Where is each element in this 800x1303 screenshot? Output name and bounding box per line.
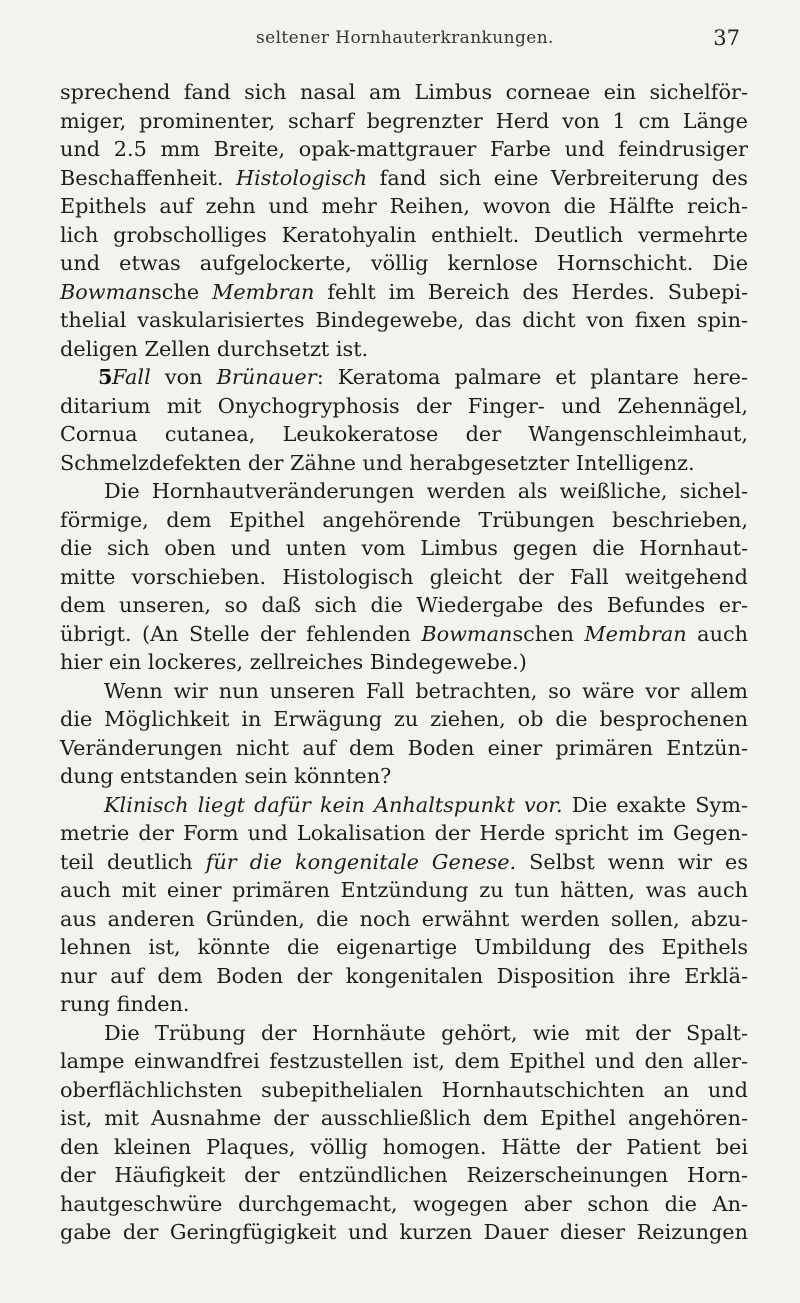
text-segment: fehlt im Bereich des Herdes. Subepi- [314, 279, 749, 304]
page-header [0, 26, 800, 56]
text-line [60, 221, 748, 250]
text-segment: Cornua cutanea, Leukokeratose der Wangenschleimhaut, [60, 422, 748, 446]
text-segment: förmige, dem Epithel angehörende Trübungen beschrieben, [60, 507, 748, 532]
text-line [60, 962, 748, 991]
text-line [60, 620, 748, 649]
text-line [60, 848, 748, 877]
text-line [60, 677, 748, 706]
text-segment: Schmelzdefekten der Zähne und herabgesetzter Intelligenz. [60, 450, 695, 475]
italic-text: für die kongenitale Genese. [205, 849, 517, 874]
italic-text: Membran [212, 279, 315, 304]
text-line [60, 306, 748, 335]
page-number: 37 [713, 26, 740, 50]
text-line [60, 506, 748, 535]
text-line [60, 933, 748, 962]
text-line [60, 905, 748, 934]
text-segment: und 2.5 mm Breite, opak-mattgrauer Farbe und feindrusiger [60, 137, 748, 161]
text-line [60, 1076, 748, 1105]
text-segment: Veränderungen nicht auf dem Boden einer primären Entzün- [60, 735, 748, 760]
text-line [60, 477, 748, 506]
text-line [60, 876, 748, 905]
text-segment: dung entstanden sein könnten? [60, 764, 392, 788]
text-line [60, 705, 748, 734]
text-segment: Epithels auf zehn und mehr Reihen, wovon die Hälfte reich- [60, 194, 748, 218]
text-line [60, 1161, 748, 1190]
text-line [60, 1218, 748, 1247]
text-segment: nur auf dem Boden der kongenitalen Disposition ihre Erklä- [60, 963, 748, 988]
text-line [60, 648, 748, 677]
text-segment: ist, mit Ausnahme der ausschließlich dem Epithel angehören- [60, 1106, 748, 1130]
italic-text: Bowman [60, 279, 152, 304]
text-line [60, 1190, 748, 1219]
text-segment: Die exakte Sym- [562, 792, 748, 817]
text-segment: auch mit einer primären Entzündung zu tun hätten, was auch [60, 878, 748, 902]
text-line [60, 78, 748, 107]
text-segment: die Möglichkeit in Erwägung zu ziehen, ob die besprochenen [60, 707, 748, 731]
text-segment: rung finden. [60, 992, 190, 1016]
text-line [60, 420, 748, 449]
italic-text: Brünauer [216, 365, 317, 389]
text-line [60, 563, 748, 592]
case-number-mark: 5 [98, 364, 113, 389]
text-segment: lehnen ist, könnte die eigenartige Umbildung des Epithels [60, 935, 748, 959]
italic-text: Klinisch liegt dafür kein Anhaltspunkt vor. [104, 792, 563, 817]
text-segment: Die Trübung der Hornhäute gehört, wie mit der Spalt- [104, 1020, 748, 1045]
text-segment: mitte vorschieben. Histologisch gleicht der Fall weitgehend [60, 564, 748, 589]
text-segment: der Häufigkeit der entzündlichen Reizerscheinungen Horn- [60, 1163, 748, 1187]
text-segment: sche [151, 279, 213, 304]
text-line [60, 1047, 748, 1076]
text-segment: hier ein lockeres, zellreiches Bindegewebe.) [60, 650, 527, 674]
text-segment: ditarium mit Onychogryphosis der Finger- und Zehennägel, [60, 393, 748, 418]
text-line [60, 135, 748, 164]
italic-text: Fall [112, 365, 151, 389]
text-line [60, 1133, 748, 1162]
text-segment: Wenn wir nun unseren Fall betrachten, so wäre vor allem [104, 678, 748, 703]
text-segment: lampe einwandfrei festzustellen ist, dem Epithel und den aller- [60, 1049, 748, 1073]
text-segment: schen [512, 621, 585, 646]
italic-text: Membran [584, 621, 687, 646]
text-segment: Die Hornhautveränderungen werden als weißliche, sichel- [104, 479, 748, 503]
text-line [60, 107, 748, 136]
text-segment: teil deutlich [60, 849, 206, 874]
text-segment: und etwas aufgelockerte, völlig kernlose Hornschicht. Die [60, 251, 748, 275]
text-line [60, 278, 748, 307]
text-segment: Selbst wenn wir es [516, 849, 749, 874]
text-line [60, 762, 748, 791]
text-segment: hautgeschwüre durchgemacht, wogegen aber schon die An- [60, 1191, 748, 1216]
text-segment: metrie der Form und Lokalisation der Herde spricht im Gegen- [60, 821, 748, 845]
text-segment: den kleinen Plaques, völlig homogen. Hätte der Patient bei [60, 1134, 748, 1159]
text-line [60, 164, 748, 193]
text-segment: auch [686, 621, 749, 646]
text-line [60, 335, 748, 364]
text-line [60, 363, 748, 392]
text-segment: übrigt. (An Stelle der fehlenden [60, 621, 422, 646]
text-segment: : Keratoma palmare et plantare here- [316, 365, 748, 389]
italic-text: Bowman [421, 621, 513, 646]
text-segment: thelial vaskularisiertes Bindegewebe, das dicht von fixen spin- [60, 308, 748, 332]
text-segment: dem unseren, so daß sich die Wiedergabe des Befundes er- [60, 593, 748, 617]
text-line [60, 791, 748, 820]
text-segment: oberflächlichsten subepithelialen Hornhautschichten an und [60, 1077, 748, 1102]
running-head: seltener Hornhauterkrankungen. [256, 28, 554, 48]
text-segment: miger, prominenter, scharf begrenzter Herd von 1 cm Länge [60, 108, 748, 133]
text-segment: aus anderen Gründen, die noch erwähnt werden sollen, abzu- [60, 906, 748, 931]
text-line [60, 534, 748, 563]
text-segment: fand sich eine Verbreiterung des [367, 165, 748, 190]
text-line [60, 392, 748, 421]
text-line [60, 249, 748, 278]
text-line [60, 591, 748, 620]
text-line [60, 990, 748, 1019]
text-segment: Beschaffenheit. [60, 165, 236, 190]
text-line [60, 734, 748, 763]
text-segment: die sich oben und unten vom Limbus gegen die Hornhaut- [60, 536, 748, 560]
italic-text: Histologisch [235, 165, 368, 190]
text-segment: sprechend fand sich nasal am Limbus corneae ein sichelför- [60, 80, 748, 104]
text-segment: lich grobscholliges Keratohyalin enthielt. Deutlich vermehrte [60, 222, 748, 247]
body-text [60, 78, 748, 1247]
text-segment: deligen Zellen durchsetzt ist. [60, 336, 369, 361]
text-line [60, 192, 748, 221]
text-segment: von [150, 365, 217, 389]
text-line [60, 449, 748, 478]
text-segment: gabe der Geringfügigkeit und kurzen Dauer dieser Reizungen [60, 1220, 748, 1244]
text-line [60, 819, 748, 848]
text-line [60, 1104, 748, 1133]
text-line [60, 1019, 748, 1048]
